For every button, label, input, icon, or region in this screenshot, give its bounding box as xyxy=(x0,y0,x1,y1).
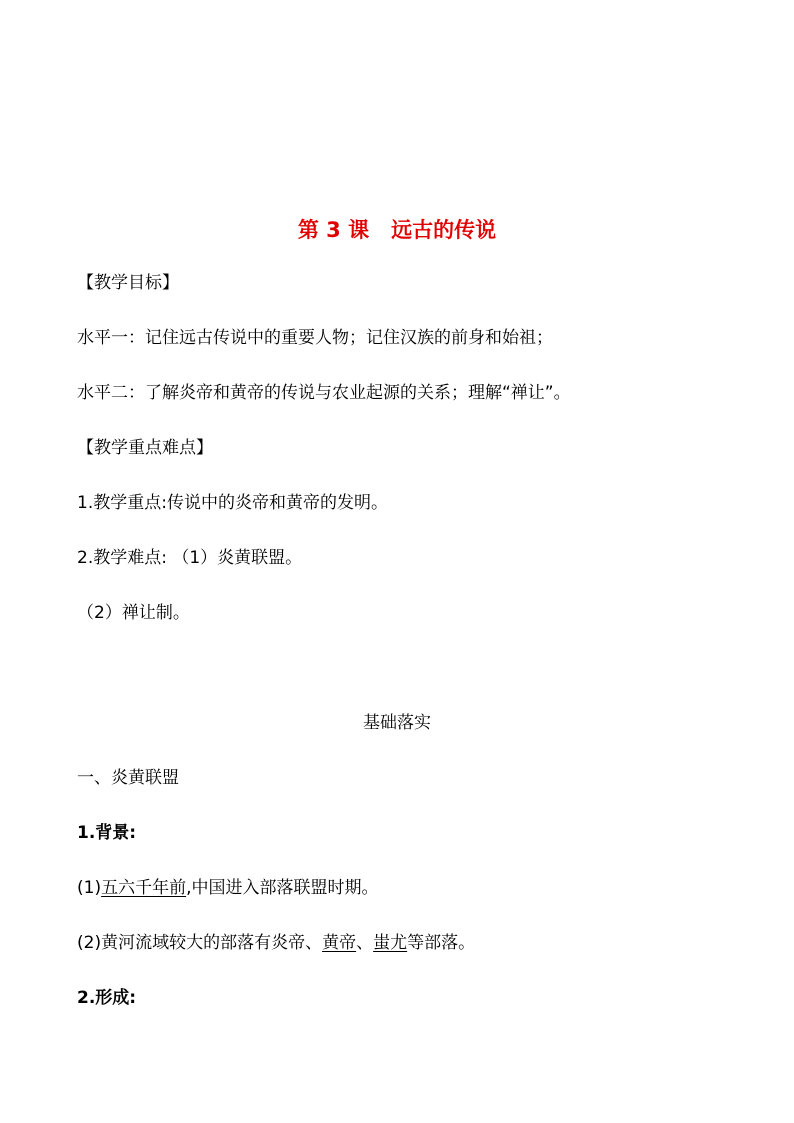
page-title xyxy=(0,216,794,244)
teaching-difficulty-1: 2.教学难点: （1）炎黄联盟。 xyxy=(77,548,303,568)
fill-blank: 黄帝 xyxy=(322,933,357,953)
separator: 、 xyxy=(356,933,374,953)
objectives-heading: 【教学目标】 xyxy=(77,273,179,293)
formation-heading: 2.形成: xyxy=(77,988,137,1008)
teaching-difficulty-2: （2）禅让制。 xyxy=(77,603,190,623)
objective-level-2: 水平二：了解炎帝和黄帝的传说与农业起源的关系；理解“禅让”。 xyxy=(77,383,571,403)
section-title: 基础落实 xyxy=(363,713,431,733)
objective-level-1: 水平一：记住远古传说中的重要人物；记住汉族的前身和始祖； xyxy=(77,328,553,348)
part-heading: 一、炎黄联盟 xyxy=(77,768,179,788)
item-prefix: (1) xyxy=(77,878,102,898)
key-points-heading: 【教学重点难点】 xyxy=(77,438,213,458)
item-text: 等部落。 xyxy=(407,933,476,953)
fill-blank: 蚩尤 xyxy=(373,933,408,953)
item-text: (2)黄河流域较大的部落有炎帝、 xyxy=(77,933,323,953)
item-text: ,中国进入部落联盟时期。 xyxy=(186,878,379,898)
fill-blank: 五六千年前 xyxy=(101,878,187,898)
background-item-1 xyxy=(77,877,379,899)
lesson-number: 第 3 课 xyxy=(297,218,370,242)
teaching-focus: 1.教学重点:传说中的炎帝和黄帝的发明。 xyxy=(77,493,388,513)
background-heading: 1.背景: xyxy=(77,823,137,843)
lesson-name: 远古的传说 xyxy=(391,218,497,242)
background-item-2 xyxy=(77,932,475,954)
